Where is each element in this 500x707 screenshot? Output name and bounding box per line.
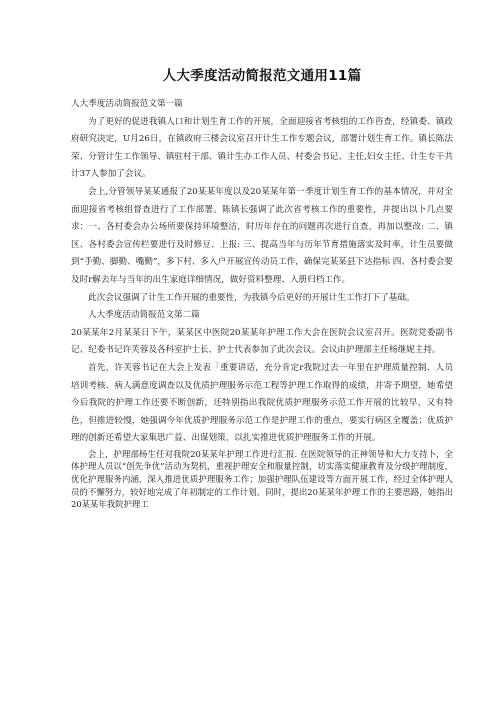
document-body	[71, 96, 453, 511]
paragraph: 为了更好的促进我镇人口和计划生育工作的开展，全面迎接省考核组的工作咨查，经镇委、镇政府研究决定，U月26日，在镇政府三楼会议室召开计生工作专题会议，部署计划生育工作。镇长陈法荣、分管计生工作领导、镇驻村干部、镇计生办工作人员、村委会书记、主任,妇女主任、计生专干共计37人参加了会议。	[71, 116, 453, 180]
section-heading-2: 人大季度活动简报范文第二篇	[88, 310, 200, 321]
section-heading-1: 人大季度活动简报范文第一篇	[71, 99, 183, 109]
paragraph: 此次会议强调了计生工作开展的重要性，为我镇今后更好的开展计生工作打下了基础。	[88, 292, 415, 303]
paragraph: 会上，护理部杨生任对我院20某某年护理工作进行汇报. 在医院领导的正神领导和大力支持卜，全体护理人员以“创先争优”活动为契机，重视护理安全和服量控制，切实落实健康教育及分级护理制度，优化护理服务内涵，深入推进优质护理服务工作；加强护理队伍建设等方面开展工作，经过全体护理人员的不懈努力，较好地完成了年初制定的工作计划。同时，提出20某某年护理工作的主要思路，她指出20某某年我院护理工	[71, 448, 453, 510]
paragraph: 会上,分管领导某某通报了20某某年度以及20某某年第一季度计划生育工作的基本情况，并对全面迎接省考核组督查进行了工作部署。陈镇长强调了此次省考核工作的重要性，并提出以卜几点要求：一、各村委会办公场所要保持环境整洁，时历年存在的问题再次进行自查，再加以整改: 二、镇区、各村委会宣传栏要进行及时修豆、上报: 三、提高当年与历年节育措施落实及时率，计生员要做到“手勤、脚勤、嘴勤”，多下村、多入户开展宣传动员工作，确保完某某县下达指标 四、各村委会要及时r解去年与当年的出生家庭详细情况，做好资料整理、入册归档工作。	[71, 186, 453, 285]
document-title: 人大季度活动简报范文通用11篇	[162, 68, 362, 84]
paragraph: 首先，许芙蓉书记在大会上发表「重要讲话，充分肯定r我院过去一年里在护理质量控制、人员培训考核、病人满意度调查以及优质护理服务示范工程等护理工作取得的成绩，并寄予期望，她希望今后我院的护理工作还要不断创新，还特别指出我院优质护理服务示范工作开展的比较早，又有特色，但推进较慢，她强调今年优质护理服务示范工作是护理工作的重点，要实行病区全覆盖；优质护理的创新还希望大家集思广益、出谋划策，以扎实推进优质护理服务工作的开展。	[71, 362, 453, 444]
paragraph: 20某某年2月某某日下午，某某区中医院20某某年护理工作大会在医院会议室召开。医院党委副书记、纪委书记许芙蓉及各科室护士长、护士代表参加了此次会议。会议由护理部主任杨继妮主持。	[71, 327, 453, 356]
